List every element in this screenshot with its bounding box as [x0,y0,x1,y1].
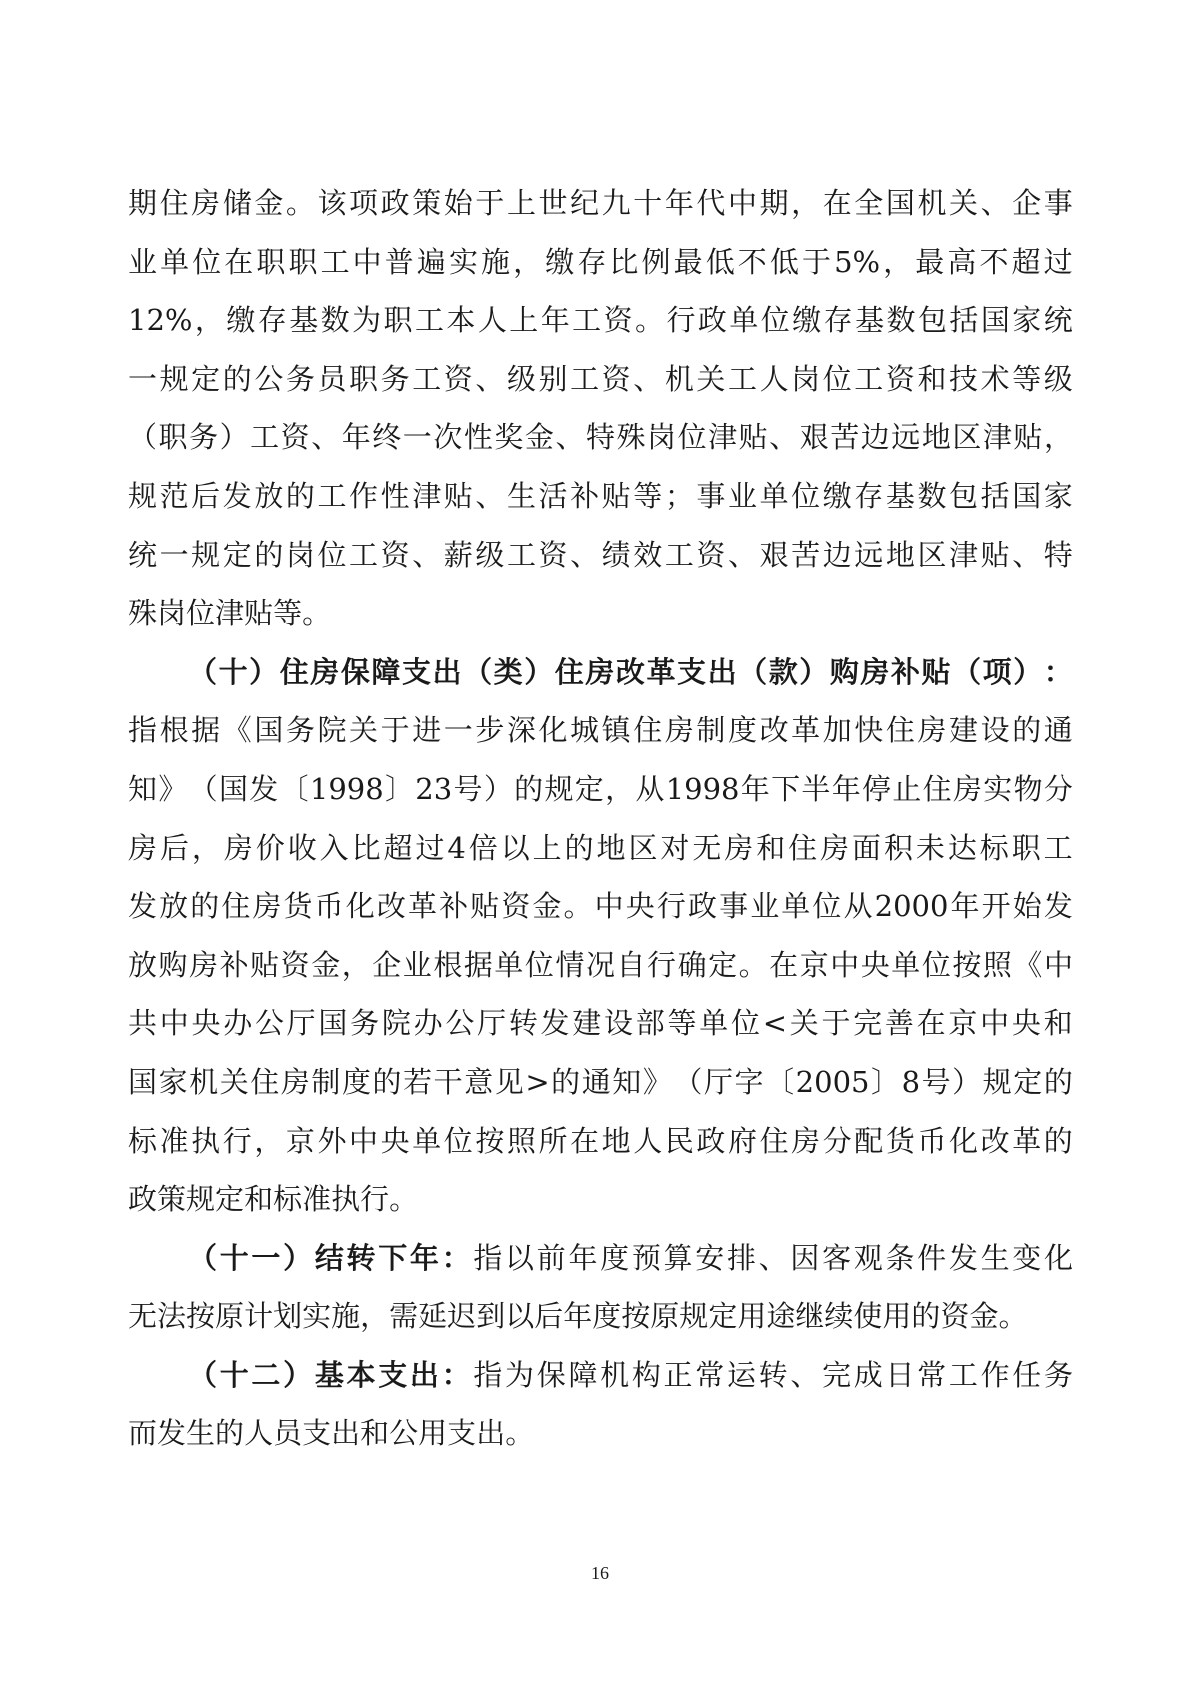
text-line: 放 购 房 补 贴 资 金 ， 企 业 根 据 单 位 情 况 自 行 确 定 。 在 京 中 央 单 位 按 照 《 中 [128,947,1073,982]
document-body [128,174,1073,1463]
text-line: 房 后 ， 房 价 收 入 比 超 过 4 倍 以 上 的 地 区 对 无 房 和 住 房 面 积 未 达 标 职 工 [128,830,1073,865]
paragraph [128,643,1073,1229]
page-number: 16 [591,1563,609,1583]
text-line: （ 十 ） 住 房 保 障 支 出 （ 类 ） 住 房 改 革 支 出 （ 款 ） 购 房 补 贴 （ 项 ） ： [188,654,1073,689]
text-line: （ 十 一 ） 结 转 下 年 ： 指 以 前 年 度 预 算 安 排 、 因 客 观 条 件 发 生 变 化 [188,1240,1073,1275]
text-line: 发 放 的 住 房 货 币 化 改 革 补 贴 资 金 。 中 央 行 政 事 业 单 位 从 2000 年 开 始 发 [128,889,1073,924]
text-line: （ 十 二 ） 基 本 支 出 ： 指 为 保 障 机 构 正 常 运 转 、 完 成 日 常 工 作 任 务 [188,1357,1073,1392]
text-line: 知 》 （ 国 发 〔 1998 〕 23 号 ） 的 规 定 ， 从 1998 年 下 半 年 停 止 住 房 实 物 分 [128,771,1073,806]
text-line: 而 发 生 的 人 员 支 出 和 公 用 支 出 。 [128,1416,535,1451]
text-line: （ 职 务 ） 工 资 、 年 终 一 次 性 奖 金 、 特 殊 岗 位 津 贴 、 艰 苦 边 远 地 区 津 贴 ， [128,420,1073,455]
paragraph [128,1346,1073,1463]
text-line: 无 法 按 原 计 划 实 施 ， 需 延 迟 到 以 后 年 度 按 原 规 定 用 途 继 续 使 用 的 资 金 。 [128,1299,1028,1334]
text-line: 政 策 规 定 和 标 准 执 行 。 [128,1182,419,1217]
text-line: 12% ， 缴 存 基 数 为 职 工 本 人 上 年 工 资 。 行 政 单 位 缴 存 基 数 包 括 国 家 统 [128,303,1073,338]
text-line: 一 规 定 的 公 务 员 职 务 工 资 、 级 别 工 资 、 机 关 工 人 岗 位 工 资 和 技 术 等 级 [128,361,1073,396]
text-line: 业 单 位 在 职 职 工 中 普 遍 实 施 ， 缴 存 比 例 最 低 不 低 于 5% ， 最 高 不 超 过 [128,244,1073,279]
text-line: 共 中 央 办 公 厅 国 务 院 办 公 厅 转 发 建 设 部 等 单 位 < 关 于 完 善 在 京 中 央 和 [128,1006,1073,1041]
text-line: 标 准 执 行 ， 京 外 中 央 单 位 按 照 所 在 地 人 民 政 府 住 房 分 配 货 币 化 改 革 的 [128,1123,1073,1158]
paragraph [128,1229,1073,1346]
text-line: 统 一 规 定 的 岗 位 工 资 、 薪 级 工 资 、 绩 效 工 资 、 艰 苦 边 远 地 区 津 贴 、 特 [128,537,1073,572]
text-line: 国 家 机 关 住 房 制 度 的 若 干 意 见 > 的 通 知 》 （ 厅 字 〔 2005 〕 8 号 ） 规 定 的 [128,1064,1073,1099]
text-line: 指 根 据 《 国 务 院 关 于 进 一 步 深 化 城 镇 住 房 制 度 改 革 加 快 住 房 建 设 的 通 [128,713,1073,748]
text-line: 规 范 后 发 放 的 工 作 性 津 贴 、 生 活 补 贴 等 ； 事 业 单 位 缴 存 基 数 包 括 国 家 [128,478,1073,513]
text-line: 期 住 房 储 金 。 该 项 政 策 始 于 上 世 纪 九 十 年 代 中 期 ， 在 全 国 机 关 、 企 事 [128,186,1073,220]
text-line: 殊 岗 位 津 贴 等 。 [128,596,332,631]
paragraph [128,174,1073,643]
